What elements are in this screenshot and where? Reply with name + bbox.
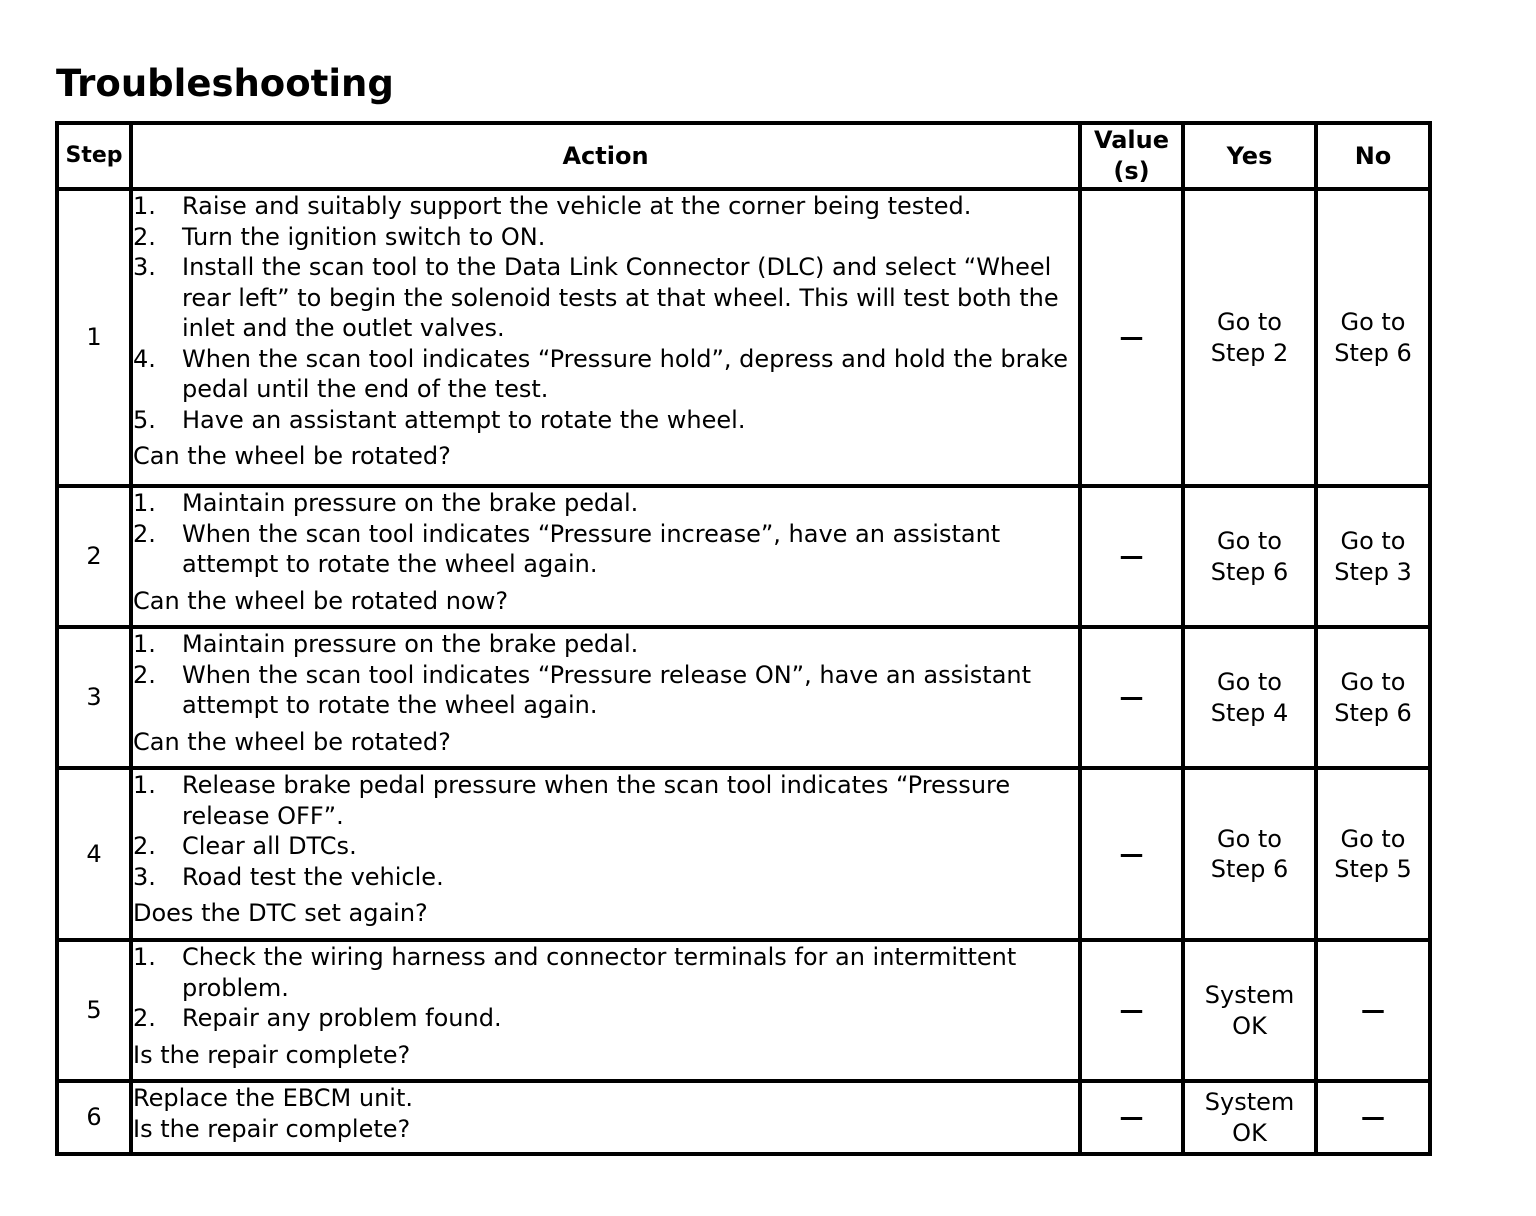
item-number: 3. xyxy=(133,862,156,891)
yes-text: Go to Step 4 xyxy=(1210,668,1289,727)
table-row xyxy=(57,1081,1430,1154)
step-number: 4 xyxy=(57,768,131,940)
no-cell xyxy=(1316,486,1430,627)
action-cell xyxy=(131,768,1080,940)
item-text: Repair any problem found. xyxy=(182,1004,502,1032)
list-item xyxy=(133,660,1078,721)
value-cell: — xyxy=(1080,768,1183,940)
yes-text: System OK xyxy=(1204,981,1295,1040)
table-row xyxy=(57,486,1430,627)
action-cell xyxy=(131,627,1080,768)
yes-text: Go to Step 6 xyxy=(1210,824,1289,883)
question-text: Can the wheel be rotated? xyxy=(133,727,451,756)
header-value-label: Value (s) xyxy=(1093,126,1170,185)
list-item xyxy=(133,344,1078,405)
table-row xyxy=(57,189,1430,486)
item-text: Maintain pressure on the brake pedal. xyxy=(182,489,639,517)
yes-text: System OK xyxy=(1204,1088,1295,1147)
no-cell xyxy=(1316,940,1430,1081)
item-text: Check the wiring harness and connector terminals for an intermittent problem. xyxy=(182,943,1017,1002)
value-cell: — xyxy=(1080,627,1183,768)
action-cell xyxy=(131,1081,1080,1154)
page-title: Troubleshooting xyxy=(56,62,394,105)
yes-cell xyxy=(1183,627,1316,768)
question-text: Can the wheel be rotated now? xyxy=(133,586,509,615)
item-text: Install the scan tool to the Data Link Connector (DLC) and select “Wheel rear left” to begin the solenoid tests at that wheel. This will test both the inlet and the outlet valves. xyxy=(182,253,1059,342)
header-yes: Yes xyxy=(1183,123,1316,189)
item-number: 2. xyxy=(133,832,156,860)
question-text: Is the repair complete? xyxy=(133,1114,411,1143)
header-no: No xyxy=(1316,123,1430,189)
list-item xyxy=(133,831,1078,862)
item-number: 5. xyxy=(133,405,156,434)
list-item xyxy=(133,252,1078,344)
header-row xyxy=(57,123,1430,189)
action-list xyxy=(133,191,1078,435)
item-text: When the scan tool indicates “Pressure release ON”, have an assistant attempt to rotate the wheel again. xyxy=(182,660,1032,719)
action-list xyxy=(133,942,1078,1034)
list-item xyxy=(133,222,1078,253)
no-cell xyxy=(1316,627,1430,768)
action-cell xyxy=(131,940,1080,1081)
value-cell: — xyxy=(1080,1081,1183,1154)
item-text: Turn the ignition switch to ON. xyxy=(182,222,546,251)
action-cell xyxy=(131,189,1080,486)
header-value xyxy=(1080,123,1183,189)
yes-cell xyxy=(1183,940,1316,1081)
no-cell xyxy=(1316,768,1430,940)
item-number: 1. xyxy=(133,630,156,658)
no-text: Go to Step 6 xyxy=(1334,668,1412,727)
value-cell: — xyxy=(1080,486,1183,627)
no-text: Go to Step 3 xyxy=(1334,527,1412,586)
header-step: Step xyxy=(57,123,131,189)
no-cell xyxy=(1316,1081,1430,1154)
action-list xyxy=(133,629,1078,721)
item-text: When the scan tool indicates “Pressure increase”, have an assistant attempt to rotate the wheel again. xyxy=(182,519,1001,578)
action-list xyxy=(133,770,1078,892)
list-item xyxy=(133,519,1078,580)
yes-cell xyxy=(1183,1081,1316,1154)
header-action: Action xyxy=(131,123,1080,189)
step-number: 1 xyxy=(57,189,131,486)
item-text: Maintain pressure on the brake pedal. xyxy=(182,630,639,658)
step-number: 5 xyxy=(57,940,131,1081)
no-text: Go to Step 5 xyxy=(1334,824,1412,883)
table-row xyxy=(57,768,1430,940)
table-row xyxy=(57,940,1430,1081)
action-cell xyxy=(131,486,1080,627)
item-text: When the scan tool indicates “Pressure hold”, depress and hold the brake pedal until the end of the test. xyxy=(182,344,1068,403)
item-number: 2. xyxy=(133,1004,156,1032)
value-cell: — xyxy=(1080,189,1183,486)
troubleshooting-table xyxy=(55,121,1432,1156)
action-line: Replace the EBCM unit. xyxy=(133,1084,414,1112)
yes-text: Go to Step 2 xyxy=(1210,308,1289,367)
item-number: 1. xyxy=(133,489,156,517)
value-cell: — xyxy=(1080,940,1183,1081)
list-item xyxy=(133,1003,1078,1034)
no-cell xyxy=(1316,189,1430,486)
list-item xyxy=(133,629,1078,660)
item-number: 2. xyxy=(133,519,156,548)
item-number: 1. xyxy=(133,943,156,971)
yes-cell xyxy=(1183,189,1316,486)
item-text: Raise and suitably support the vehicle at the corner being tested. xyxy=(182,192,972,220)
list-item xyxy=(133,942,1078,1003)
question-text: Can the wheel be rotated? xyxy=(133,442,451,470)
item-number: 2. xyxy=(133,660,156,689)
item-text: Clear all DTCs. xyxy=(182,832,357,860)
item-number: 1. xyxy=(133,192,156,220)
question-text: Does the DTC set again? xyxy=(133,899,428,927)
item-text: Release brake pedal pressure when the scan tool indicates “Pressure release OFF”. xyxy=(182,771,1011,830)
no-text: — xyxy=(1361,1103,1385,1132)
action-list xyxy=(133,488,1078,580)
list-item xyxy=(133,862,1078,893)
step-number: 2 xyxy=(57,486,131,627)
item-number: 1. xyxy=(133,771,156,799)
yes-text: Go to Step 6 xyxy=(1210,527,1289,586)
item-text: Road test the vehicle. xyxy=(182,862,444,891)
item-number: 2. xyxy=(133,222,156,251)
list-item xyxy=(133,405,1078,436)
yes-cell xyxy=(1183,486,1316,627)
list-item xyxy=(133,191,1078,222)
list-item xyxy=(133,770,1078,831)
item-number: 4. xyxy=(133,344,156,373)
table-row xyxy=(57,627,1430,768)
no-text: — xyxy=(1361,996,1385,1025)
step-number: 3 xyxy=(57,627,131,768)
list-item xyxy=(133,488,1078,519)
item-number: 3. xyxy=(133,253,156,281)
step-number: 6 xyxy=(57,1081,131,1154)
no-text: Go to Step 6 xyxy=(1334,308,1412,367)
yes-cell xyxy=(1183,768,1316,940)
item-text: Have an assistant attempt to rotate the wheel. xyxy=(182,405,746,434)
question-text: Is the repair complete? xyxy=(133,1040,411,1069)
